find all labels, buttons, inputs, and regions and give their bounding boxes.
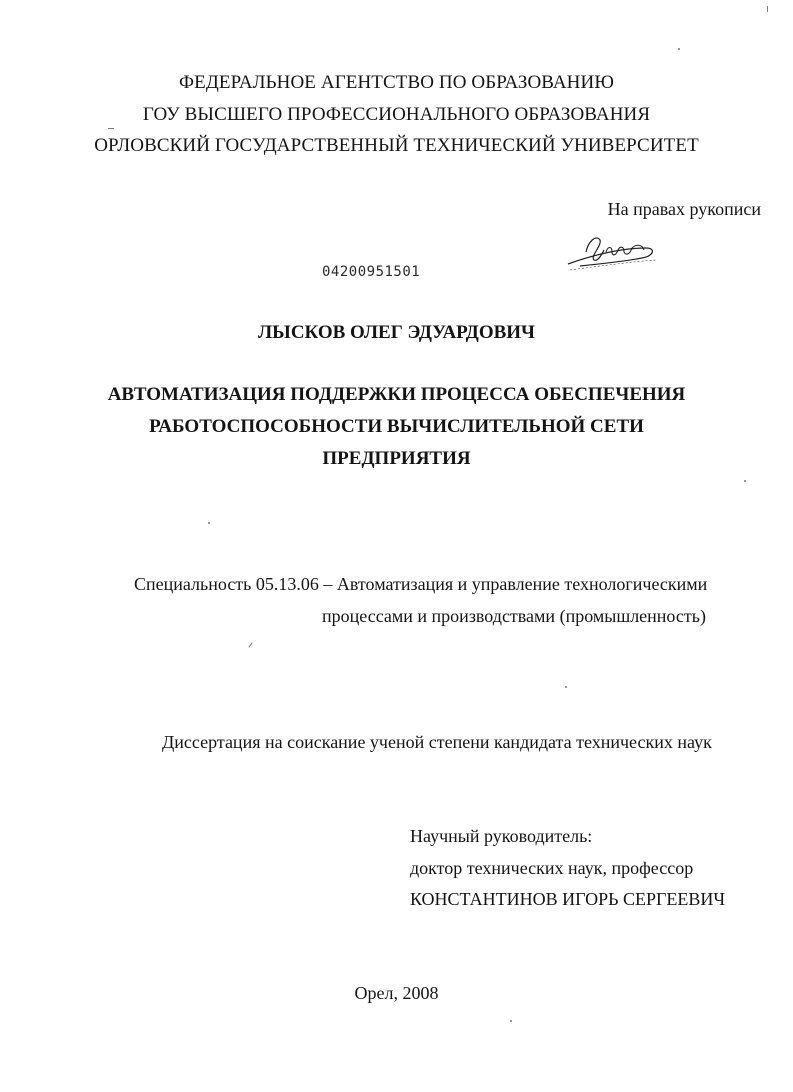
specialty-line-2: процессами и производствами (промышленность) [322, 606, 706, 626]
archive-number: 04200951501 [322, 264, 421, 280]
signature-icon [560, 226, 664, 276]
author-name: ЛЫСКОВ ОЛЕГ ЭДУАРДОВИЧ [258, 322, 535, 343]
thesis-title-line-3: ПРЕДПРИЯТИЯ [322, 448, 471, 469]
scan-speck [744, 480, 746, 482]
place-and-year: Орел, 2008 [354, 983, 439, 1003]
dissertation-note: Диссертация на соискание ученой степени кандидата технических наук [162, 732, 712, 752]
organization-line-3: ОРЛОВСКИЙ ГОСУДАРСТВЕННЫЙ ТЕХНИЧЕСКИЙ УНИВЕРСИТЕТ [94, 135, 699, 156]
advisor-name: КОНСТАНТИНОВ ИГОРЬ СЕРГЕЕВИЧ [410, 889, 726, 909]
organization-line-1: ФЕДЕРАЛЬНОЕ АГЕНТСТВО ПО ОБРАЗОВАНИЮ [179, 72, 614, 93]
scan-speck [510, 1020, 512, 1022]
advisor-label: Научный руководитель: [410, 826, 593, 846]
organization-line-2: ГОУ ВЫСШЕГО ПРОФЕССИОНАЛЬНОГО ОБРАЗОВАНИЯ [142, 104, 651, 125]
advisor-degree: доктор технических наук, профессор [410, 858, 694, 878]
thesis-title-line-2: РАБОТОСПОСОБНОСТИ ВЫЧИСЛИТЕЛЬНОЙ СЕТИ [149, 416, 644, 437]
scan-speck [248, 642, 252, 647]
specialty-line-1: Специальность 05.13.06 – Автоматизация и управление технологическими [134, 574, 708, 594]
manuscript-rights-note: На правах рукописи [607, 199, 761, 219]
thesis-title-line-1: АВТОМАТИЗАЦИЯ ПОДДЕРЖКИ ПРОЦЕССА ОБЕСПЕЧЕНИЯ [107, 384, 686, 405]
scan-speck [108, 128, 114, 129]
scan-speck [565, 686, 567, 688]
scan-speck [767, 6, 768, 12]
scan-speck [208, 522, 210, 524]
scan-speck [678, 48, 680, 50]
